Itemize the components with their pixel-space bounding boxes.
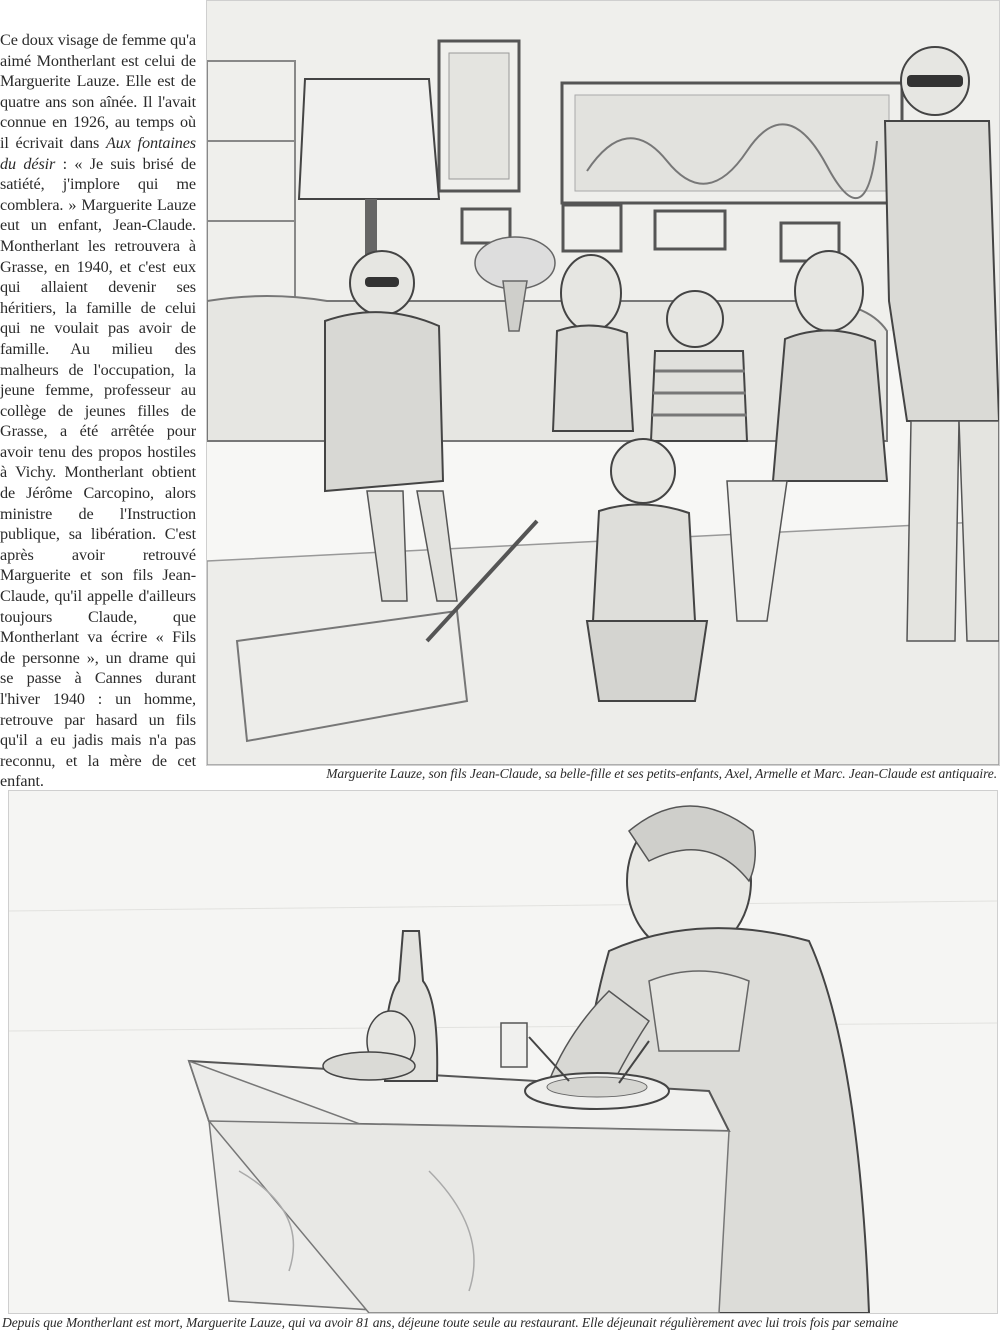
family-photo-caption: Marguerite Lauze, son fils Jean-Claude, sa belle-fille et ses petits-enfants, Axel, Armelle et Marc. Jean-Claude est antiquaire. xyxy=(326,766,997,781)
book-title: Aux fontaines du désir xyxy=(0,133,197,173)
article-text-part-2: : « Je suis brisé de satiété, j'implore qui me comblera. » Marguerite Lauze eut un enfant, Jean-Claude. Montherlant les retrouvera à Grasse, en 1940, et c'est eux qui allaient devenir ses héritiers, la famille de celui qui ne voulait pas avoir de famille. Au milieu des malheurs de l'occupation, la jeune femme, professeur au collège de jeunes filles de Grasse, a été arrêtée pour avoir tenu des propos hostiles à Vichy. Montherlant obtient de Jérôme Carcopino, alors ministre de l'Instruction publique, sa libération. C'est après avoir retrouvé Marguerite et son fils Jean-Claude, qu'il appelle d'ailleurs toujours Claude, que Montherlant va écrire « Fils de personne », un drame qui se passe à Cannes durant l'hiver 1940 : un homme, retrouve par hasard un fils qu'il a eu jadis mais n'a pas reconnu, et la mère de cet enfant. xyxy=(0,154,196,791)
article-text-part-1: Ce doux visage de femme qu'a aimé Montherlant est celui de Marguerite Lauze. Elle est de quatre ans son aînée. Il l'avait connue en 1926, au temps où il écrivait dans xyxy=(0,31,196,152)
article-text xyxy=(0,30,196,792)
family-photo xyxy=(206,0,1000,766)
restaurant-photo-caption: Depuis que Montherlant est mort, Marguerite Lauze, qui va avoir 81 ans, déjeune toute seule au restaurant. Elle déjeunait régulièrement avec lui trois fois par semaine xyxy=(2,1315,899,1330)
article-paragraph xyxy=(0,30,196,792)
family-photo-image xyxy=(207,1,999,765)
restaurant-photo xyxy=(8,790,998,1314)
restaurant-photo-image xyxy=(9,791,997,1313)
